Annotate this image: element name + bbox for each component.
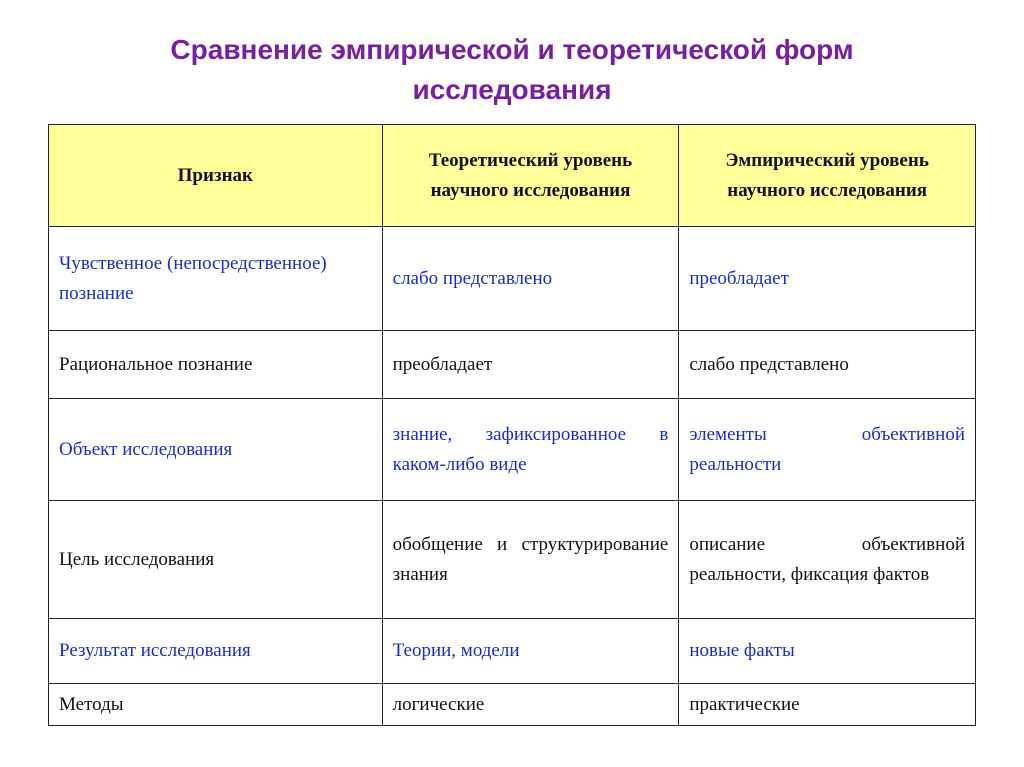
table-row <box>49 501 976 619</box>
table-cell-empirical: элементы объективной реальности <box>679 399 976 501</box>
table-row <box>49 684 976 726</box>
table-cell-theoretical: Теории, модели <box>382 619 679 684</box>
table-cell-empirical: слабо представлено <box>679 331 976 399</box>
title-line-1: Сравнение эмпирической и теоретической форм <box>170 34 854 65</box>
table-cell-feature: Методы <box>49 684 383 726</box>
header-cell-theoretical: Теоретический уровень научного исследования <box>382 125 679 227</box>
table-cell-feature: Чувственное (непосредственное) познание <box>49 227 383 331</box>
table-cell-theoretical: преобладает <box>382 331 679 399</box>
table-header-row <box>49 125 976 227</box>
table-cell-theoretical: слабо представлено <box>382 227 679 331</box>
table-row <box>49 227 976 331</box>
table-cell-theoretical: обобщение и структурирование знания <box>382 501 679 619</box>
table-row <box>49 331 976 399</box>
table-cell-theoretical: знание, зафиксированное в каком-либо виде <box>382 399 679 501</box>
table-row <box>49 619 976 684</box>
header-cell-feature: Признак <box>49 125 383 227</box>
table-cell-feature: Объект исследования <box>49 399 383 501</box>
table-cell-empirical: описание объективной реальности, фиксация фактов <box>679 501 976 619</box>
table-cell-empirical: преобладает <box>679 227 976 331</box>
table-cell-feature: Результат исследования <box>49 619 383 684</box>
table-cell-feature: Рациональное познание <box>49 331 383 399</box>
table-cell-feature: Цель исследования <box>49 501 383 619</box>
slide-title <box>60 30 964 110</box>
table-cell-empirical: практические <box>679 684 976 726</box>
table-cell-empirical: новые факты <box>679 619 976 684</box>
header-cell-empirical: Эмпирический уровень научного исследования <box>679 125 976 227</box>
table-cell-theoretical: логические <box>382 684 679 726</box>
title-line-2: исследования <box>412 74 612 105</box>
comparison-table <box>48 124 976 726</box>
table-row <box>49 399 976 501</box>
